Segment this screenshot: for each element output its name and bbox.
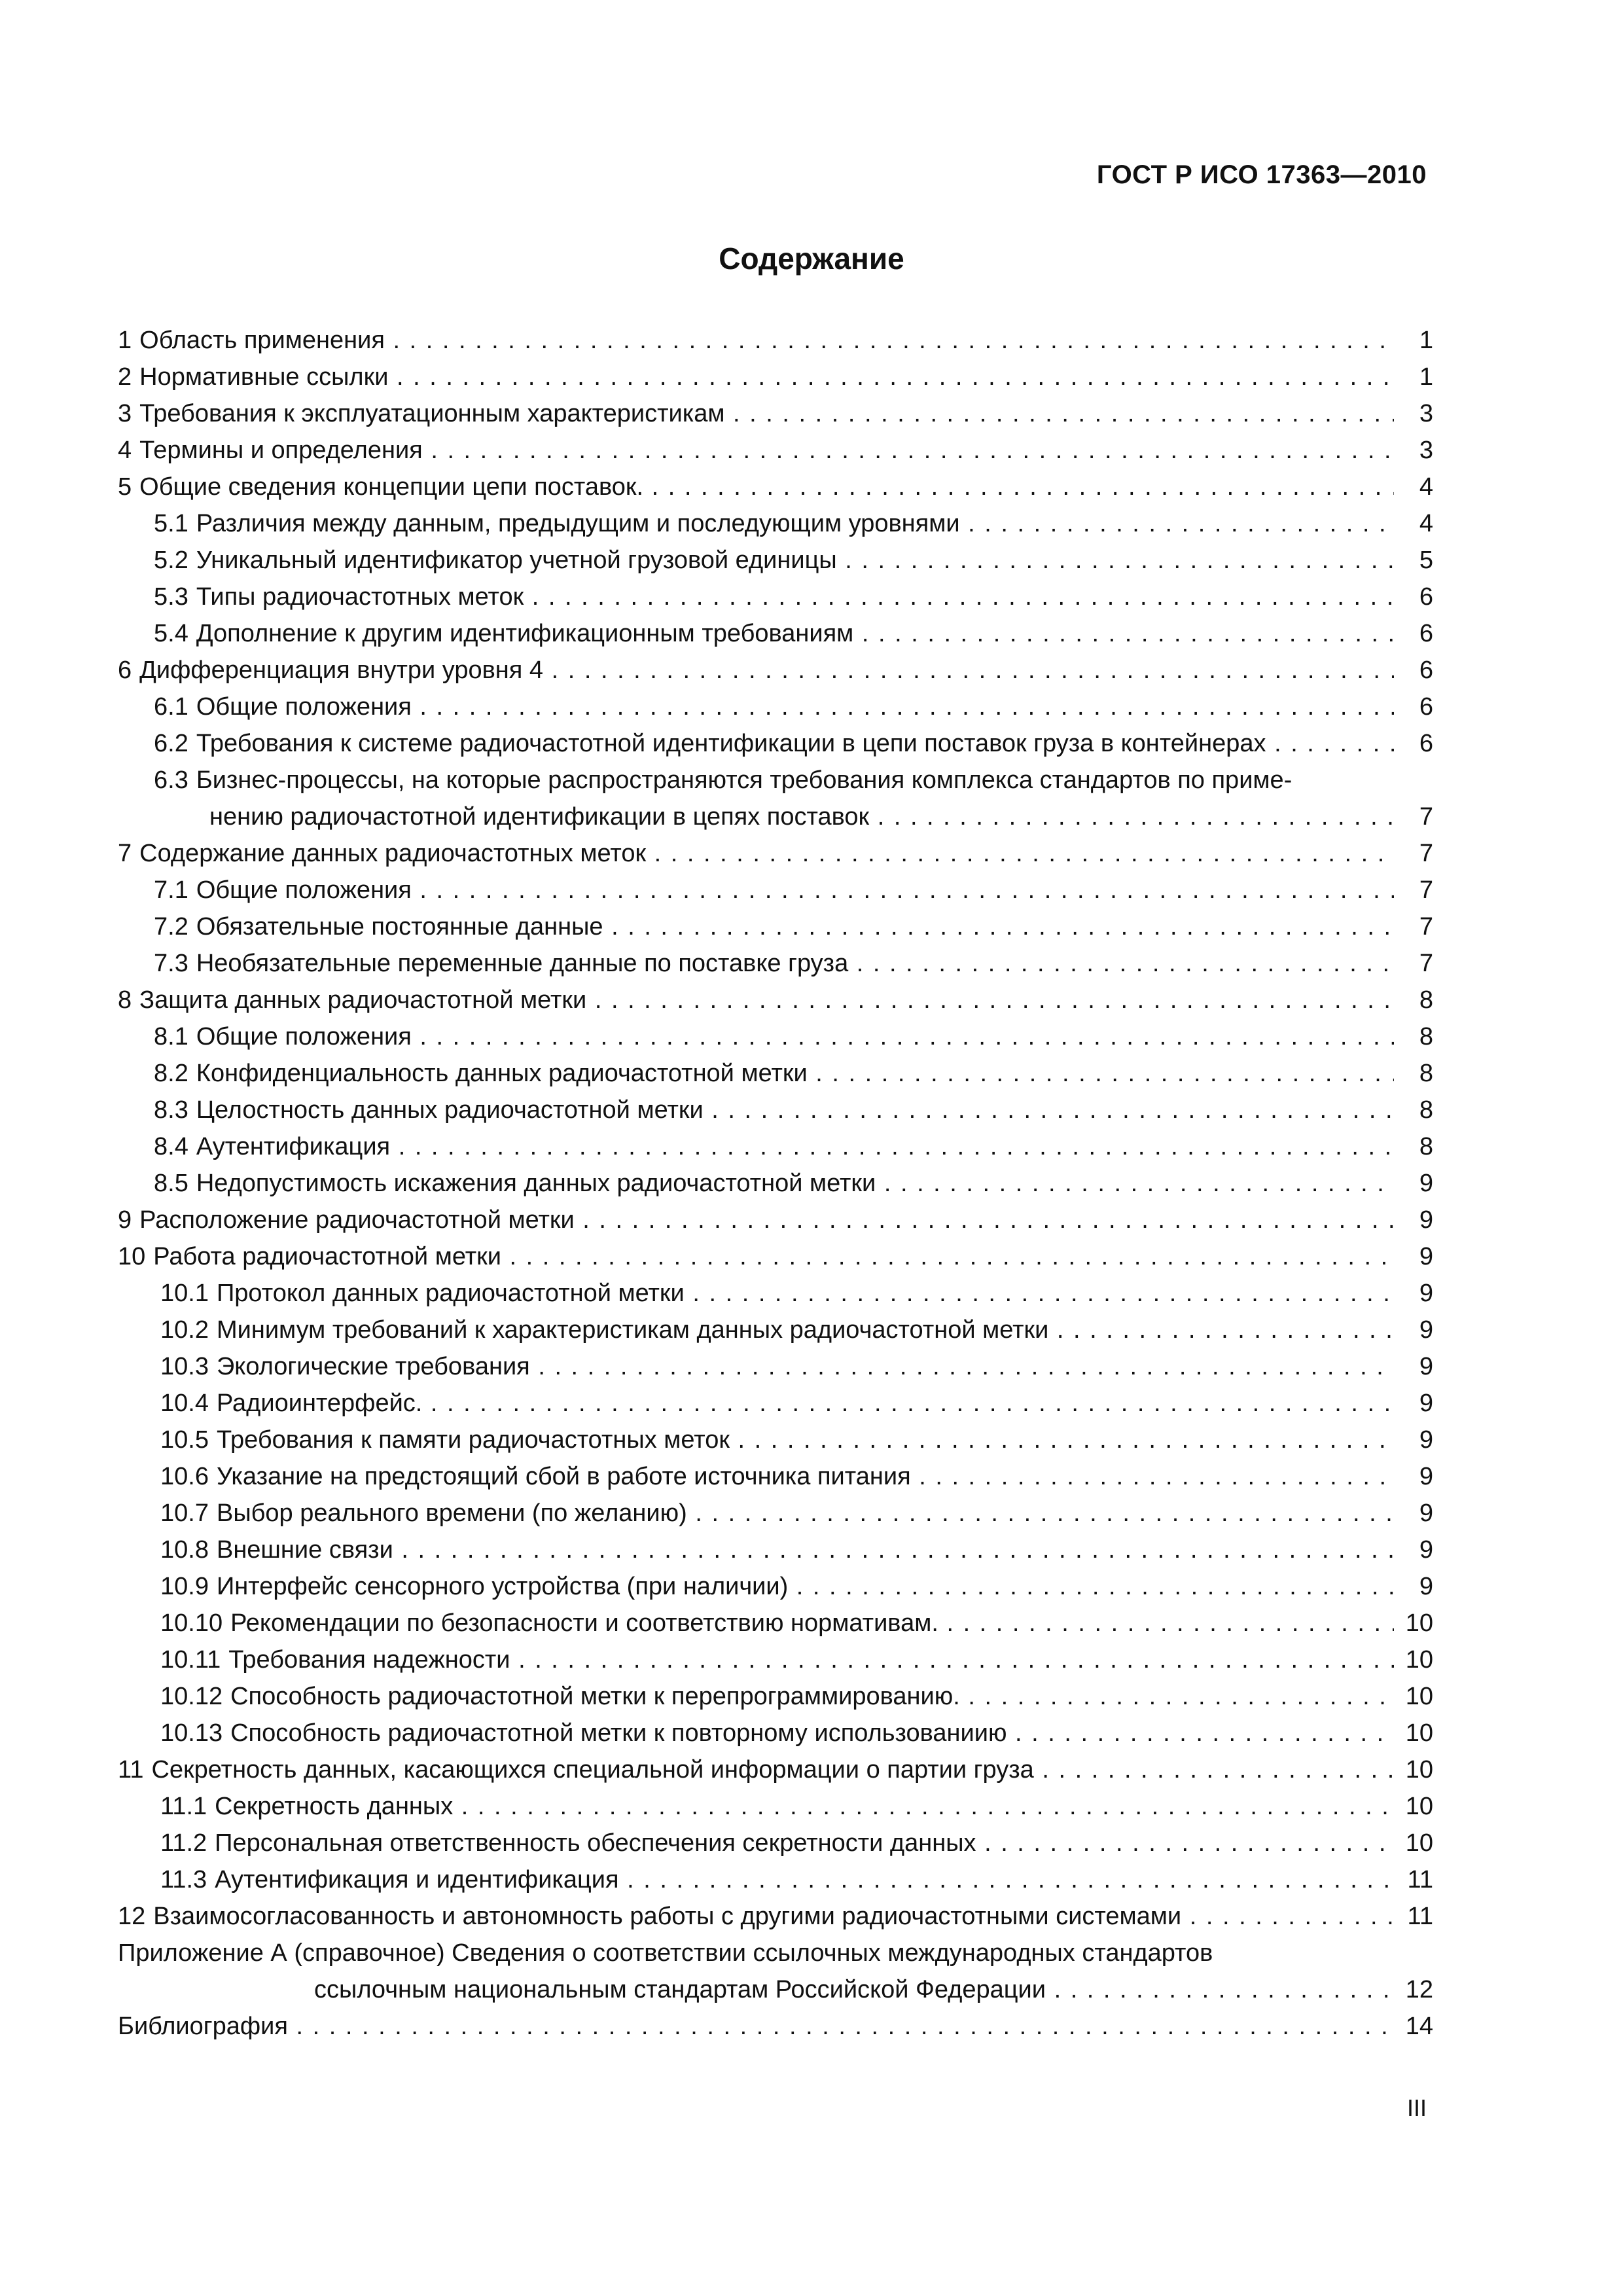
toc-entry-label [118, 1385, 1394, 1422]
toc-entry-page: 9 [1416, 1458, 1433, 1495]
toc-entry[interactable] [118, 432, 1433, 469]
toc-entry[interactable] [118, 1018, 1433, 1055]
toc-entry-label [118, 1678, 1394, 1715]
toc-entry-text: Содержание данных радиочастотных меток [139, 840, 647, 867]
toc-entry-label [118, 982, 1394, 1018]
toc-entry-number: 10.3 [160, 1353, 209, 1380]
toc-entry[interactable] [118, 395, 1433, 432]
toc-entry-page: 7 [1416, 798, 1433, 835]
toc-entry-number: 7.1 [154, 876, 188, 904]
toc-entry-page: 7 [1416, 908, 1433, 945]
toc-entry-number: 8.2 [154, 1060, 188, 1087]
toc-entry-label [118, 469, 1394, 505]
toc-entry[interactable] [118, 1348, 1433, 1385]
toc-entry-text: Внешние связи [216, 1536, 393, 1564]
toc-entry-page: 9 [1416, 1312, 1433, 1348]
toc-entry-text: Нормативные ссылки [139, 363, 389, 391]
toc-entry-text: Дифференциация внутри уровня 4 [139, 656, 544, 684]
toc-entry-number: 5.2 [154, 547, 188, 574]
toc-entry-text: Обязательные постоянные данные [196, 913, 603, 941]
toc-entry-page: 6 [1416, 725, 1433, 762]
toc-entry-text: Общие положения [196, 876, 412, 904]
toc-entry-text: Дополнение к другим идентификационным требованиям [196, 620, 854, 647]
toc-entry-text: Целостность данных радиочастотной метки [196, 1096, 704, 1124]
toc-entry-number: 9 [118, 1206, 132, 1234]
toc-entry-label [118, 908, 1394, 945]
toc-entry-text: Минимум требований к характеристикам данных радиочастотной метки [216, 1316, 1049, 1344]
toc-entry-page: 10 [1402, 1678, 1433, 1715]
toc-entry-text: Рекомендации по безопасности и соответствию нормативам. [230, 1609, 938, 1637]
toc-entry[interactable] [118, 1641, 1433, 1678]
toc-entry[interactable] [118, 1312, 1433, 1348]
toc-entry-page: 9 [1416, 1495, 1433, 1532]
toc-entry[interactable] [118, 1898, 1433, 1935]
toc-entry-number: 8.5 [154, 1170, 188, 1197]
toc-entry-page: 9 [1416, 1238, 1433, 1275]
toc-entry-page: 12 [1402, 1971, 1433, 2008]
toc-entry-number: 10.1 [160, 1280, 209, 1307]
toc-entry-page: 1 [1416, 359, 1433, 395]
toc-entry-text: Интерфейс сенсорного устройства (при наличии) [216, 1573, 789, 1600]
toc-entry-label [118, 762, 1394, 798]
toc-entry-label [118, 1751, 1394, 1788]
toc-entry-text: Выбор реального времени (по желанию) [216, 1499, 687, 1527]
toc-entry-label [118, 945, 1394, 982]
toc-entry-label [118, 725, 1394, 762]
toc-entry[interactable] [118, 505, 1433, 542]
toc-entry-page: 14 [1402, 2008, 1433, 2045]
toc-entry-page: 9 [1416, 1275, 1433, 1312]
toc-entry[interactable] [118, 1788, 1433, 1825]
toc-entry[interactable] [118, 1458, 1433, 1495]
toc-entry-text: Общие положения [196, 1023, 412, 1050]
toc-entry-number: 6 [118, 656, 132, 684]
toc-entry-page: 6 [1416, 652, 1433, 689]
toc-entry[interactable] [118, 872, 1433, 908]
toc-entry-text: Общие сведения концепции цепи поставок. [139, 473, 644, 501]
toc-entry-page: 10 [1402, 1641, 1433, 1678]
toc-entry[interactable] [118, 1532, 1433, 1568]
toc-entry-number: 10.9 [160, 1573, 209, 1600]
toc-entry-number: 8.3 [154, 1096, 188, 1124]
toc-entry-page: 9 [1416, 1568, 1433, 1605]
toc-entry-number: 7 [118, 840, 132, 867]
toc-entry-text: Расположение радиочастотной метки [139, 1206, 575, 1234]
toc-entry-page: 9 [1416, 1385, 1433, 1422]
toc-entry-page: 1 [1416, 322, 1433, 359]
toc-entry-page: 9 [1416, 1202, 1433, 1238]
toc-entry-text: Способность радиочастотной метки к повторному использованиию [230, 1719, 1007, 1747]
toc-entry-page: 6 [1416, 615, 1433, 652]
toc-entry-number: 2 [118, 363, 132, 391]
toc-entry-text: Экологические требования [216, 1353, 530, 1380]
toc-entry-number: 7.3 [154, 950, 188, 977]
toc-entry[interactable] [118, 615, 1433, 652]
toc-entry-number: 10.12 [160, 1683, 223, 1710]
toc-entry-page: 7 [1416, 872, 1433, 908]
toc-entry-text: нению радиочастотной идентификации в цепях поставок [209, 803, 870, 831]
toc-entry-label [118, 1641, 1394, 1678]
toc-entry-text: Радиоинтерфейс. [216, 1390, 423, 1417]
toc-entry-page: 10 [1402, 1715, 1433, 1751]
toc-entry-page: 7 [1416, 945, 1433, 982]
toc-entry-text: Требования к эксплуатационным характеристикам [139, 400, 725, 427]
toc-entry-label [118, 1165, 1394, 1202]
toc-entry-page: 6 [1416, 689, 1433, 725]
toc-entry-label [118, 505, 1394, 542]
toc-entry[interactable] [118, 1385, 1433, 1422]
toc-entry[interactable] [118, 579, 1433, 615]
toc-entry-page: 10 [1402, 1825, 1433, 1861]
toc-entry-label [118, 1971, 1394, 2008]
toc-entry-page: 4 [1416, 469, 1433, 505]
toc-entry-label [118, 872, 1394, 908]
toc-entry[interactable] [118, 1935, 1433, 1971]
toc-entry[interactable] [118, 982, 1433, 1018]
toc-entry-label [118, 1275, 1394, 1312]
toc-entry[interactable] [118, 1605, 1433, 1641]
toc-entry[interactable] [118, 1165, 1433, 1202]
toc-entry-label [118, 322, 1394, 359]
toc-entry[interactable] [118, 1422, 1433, 1458]
toc-entry-page: 9 [1416, 1532, 1433, 1568]
toc-entry-text: Общие положения [196, 693, 412, 721]
toc-entry-number: 8.4 [154, 1133, 188, 1160]
toc-entry-label [118, 798, 1394, 835]
toc-entry-label [118, 835, 1394, 872]
toc-entry-label [118, 2008, 1394, 2045]
toc-entry-label [118, 615, 1394, 652]
toc-entry-text: Конфиденциальность данных радиочастотной метки [196, 1060, 808, 1087]
toc-entry-text: Персональная ответственность обеспечения секретности данных [215, 1829, 976, 1857]
toc-entry[interactable] [118, 1275, 1433, 1312]
toc-entry-label [118, 432, 1394, 469]
toc-entry[interactable] [118, 689, 1433, 725]
toc-entry-text: Уникальный идентификатор учетной грузовой единицы [196, 547, 837, 574]
toc-entry-page: 4 [1416, 505, 1433, 542]
toc-entry[interactable] [118, 1092, 1433, 1128]
toc-entry-label [118, 1238, 1394, 1275]
toc-entry-label [118, 1898, 1394, 1935]
toc-entry[interactable] [118, 908, 1433, 945]
toc-entry-text: Различия между данным, предыдущим и последующим уровнями [196, 510, 960, 537]
toc-entry-label [118, 1495, 1394, 1532]
toc-entry-label [118, 1348, 1394, 1385]
toc-entry[interactable] [118, 1971, 1433, 2008]
toc-entry-page: 9 [1416, 1422, 1433, 1458]
toc-entry-page: 10 [1402, 1751, 1433, 1788]
toc-entry-label [118, 1458, 1394, 1495]
toc-entry[interactable] [118, 762, 1433, 798]
toc-entry-number: 8.1 [154, 1023, 188, 1050]
toc-entry-label [118, 579, 1394, 615]
toc-entry-text: Бизнес-процессы, на которые распространяются требования комплекса стандартов по приме- [196, 766, 1293, 794]
toc-entry-text: Требования к системе радиочастотной идентификации в цепи поставок груза в контейнерах [196, 730, 1266, 757]
toc-entry-page: 6 [1416, 579, 1433, 615]
toc-entry-page: 9 [1416, 1165, 1433, 1202]
toc-entry[interactable] [118, 835, 1433, 872]
toc-entry-number: 3 [118, 400, 132, 427]
toc-entry-label [118, 1092, 1394, 1128]
page-number: III [1406, 2094, 1427, 2121]
table-of-contents [118, 322, 1433, 2045]
toc-entry-number: 10.5 [160, 1426, 209, 1454]
toc-entry[interactable] [118, 1568, 1433, 1605]
toc-entry-label [118, 1605, 1394, 1641]
toc-entry-text: Аутентификация и идентификация [215, 1866, 619, 1893]
toc-entry-page: 8 [1416, 982, 1433, 1018]
toc-entry[interactable] [118, 322, 1433, 359]
toc-entry-number: 5.4 [154, 620, 188, 647]
toc-entry-number: 10.10 [160, 1609, 223, 1637]
toc-entry[interactable] [118, 1715, 1433, 1751]
toc-entry-label [118, 1861, 1394, 1898]
toc-entry-page: 11 [1404, 1898, 1433, 1935]
toc-entry-page: 9 [1416, 1348, 1433, 1385]
toc-entry-number: 11.1 [160, 1793, 207, 1820]
toc-entry-text: Необязательные переменные данные по поставке груза [196, 950, 849, 977]
toc-entry-label [118, 395, 1394, 432]
toc-entry-text: Аутентификация [196, 1133, 391, 1160]
toc-entry-page: 8 [1416, 1128, 1433, 1165]
toc-entry-page: 11 [1404, 1861, 1433, 1898]
toc-entry-page: 3 [1416, 432, 1433, 469]
toc-entry-text: Взаимосогласованность и автономность работы с другими радиочастотными системами [153, 1903, 1182, 1930]
toc-entry-text: Требования к памяти радиочастотных меток [216, 1426, 730, 1454]
toc-entry-text: Указание на предстоящий сбой в работе источника питания [216, 1463, 911, 1490]
toc-entry[interactable] [118, 1861, 1433, 1898]
toc-entry-text: Секретность данных [215, 1793, 454, 1820]
toc-entry-page: 10 [1402, 1605, 1433, 1641]
toc-entry[interactable] [118, 945, 1433, 982]
toc-entry-number: 10.11 [160, 1646, 221, 1674]
toc-entry-text: Типы радиочастотных меток [196, 583, 524, 611]
toc-entry-number: 10.6 [160, 1463, 209, 1490]
toc-entry-number: 10.7 [160, 1499, 209, 1527]
toc-entry-page: 7 [1416, 835, 1433, 872]
toc-entry-number: 1 [118, 327, 132, 354]
toc-entry-label [118, 359, 1394, 395]
toc-entry-label [118, 1825, 1394, 1861]
toc-entry-number: 5 [118, 473, 132, 501]
toc-entry-number: 10.8 [160, 1536, 209, 1564]
toc-entry-page: 3 [1416, 395, 1433, 432]
toc-entry-number: 6.3 [154, 766, 188, 794]
toc-entry-label [118, 1568, 1394, 1605]
toc-entry-text: Библиография [118, 2013, 288, 2040]
toc-entry-number: 11.2 [160, 1829, 207, 1857]
toc-entry[interactable] [118, 1238, 1433, 1275]
toc-entry[interactable] [118, 725, 1433, 762]
toc-title: Содержание [719, 242, 904, 276]
toc-entry[interactable] [118, 1128, 1433, 1165]
toc-entry-text: Защита данных радиочастотной метки [139, 986, 587, 1014]
toc-entry[interactable] [118, 2008, 1433, 2045]
toc-entry-number: 10 [118, 1243, 146, 1270]
toc-entry-text: Протокол данных радиочастотной метки [216, 1280, 685, 1307]
toc-entry-label [118, 1202, 1394, 1238]
toc-entry-label [118, 1935, 1394, 1971]
toc-entry-text: Область применения [139, 327, 385, 354]
toc-entry-label [118, 1532, 1394, 1568]
toc-entry[interactable] [118, 1202, 1433, 1238]
toc-entry-number: 12 [118, 1903, 146, 1930]
toc-entry-page: 8 [1416, 1092, 1433, 1128]
toc-entry-number: 11 [118, 1756, 144, 1784]
toc-entry-number: 7.2 [154, 913, 188, 941]
toc-entry[interactable] [118, 469, 1433, 505]
toc-entry-page: 5 [1416, 542, 1433, 579]
toc-entry[interactable] [118, 1825, 1433, 1861]
toc-entry[interactable] [118, 1751, 1433, 1788]
toc-entry-text: Секретность данных, касающихся специальной информации о партии груза [151, 1756, 1034, 1784]
toc-entry-number: 8 [118, 986, 132, 1014]
toc-entry[interactable] [118, 542, 1433, 579]
toc-entry[interactable] [118, 359, 1433, 395]
document-code: ГОСТ Р ИСО 17363—2010 [1096, 160, 1427, 189]
toc-entry-label [118, 1422, 1394, 1458]
toc-entry-label [118, 1018, 1394, 1055]
toc-entry[interactable] [118, 1055, 1433, 1092]
toc-entry-text: Требования надежности [228, 1646, 510, 1674]
toc-entry-number: 6.1 [154, 693, 188, 721]
toc-entry-text: Работа радиочастотной метки [153, 1243, 501, 1270]
toc-entry-label [118, 1055, 1394, 1092]
toc-entry-label [118, 1788, 1394, 1825]
toc-entry-text: Способность радиочастотной метки к перепрограммированию. [230, 1683, 960, 1710]
toc-entry-text: Термины и определения [139, 437, 423, 464]
toc-entry-label [118, 1312, 1394, 1348]
toc-entry-page: 8 [1416, 1055, 1433, 1092]
toc-entry-text: Недопустимость искажения данных радиочастотной метки [196, 1170, 876, 1197]
toc-entry-number: 4 [118, 437, 132, 464]
toc-entry[interactable] [118, 1678, 1433, 1715]
toc-entry-label [118, 1715, 1394, 1751]
toc-entry-text: ссылочным национальным стандартам Российской Федерации [314, 1976, 1046, 2003]
toc-entry-label [118, 1128, 1394, 1165]
toc-entry-number: 5.1 [154, 510, 188, 537]
toc-entry-number: 11.3 [160, 1866, 207, 1893]
toc-entry-label [118, 542, 1394, 579]
toc-entry-number: 10.4 [160, 1390, 209, 1417]
toc-entry[interactable] [118, 798, 1433, 835]
toc-entry-number: 5.3 [154, 583, 188, 611]
toc-entry-label [118, 652, 1394, 689]
toc-entry-label [118, 689, 1394, 725]
toc-entry-page: 8 [1416, 1018, 1433, 1055]
toc-entry-number: 10.13 [160, 1719, 223, 1747]
toc-entry-number: 6.2 [154, 730, 188, 757]
toc-entry-text: Приложение А (справочное) Сведения о соответствии ссылочных международных стандартов [118, 1939, 1213, 1967]
toc-entry-number: 10.2 [160, 1316, 209, 1344]
toc-entry-page: 10 [1402, 1788, 1433, 1825]
toc-entry[interactable] [118, 652, 1433, 689]
toc-entry[interactable] [118, 1495, 1433, 1532]
